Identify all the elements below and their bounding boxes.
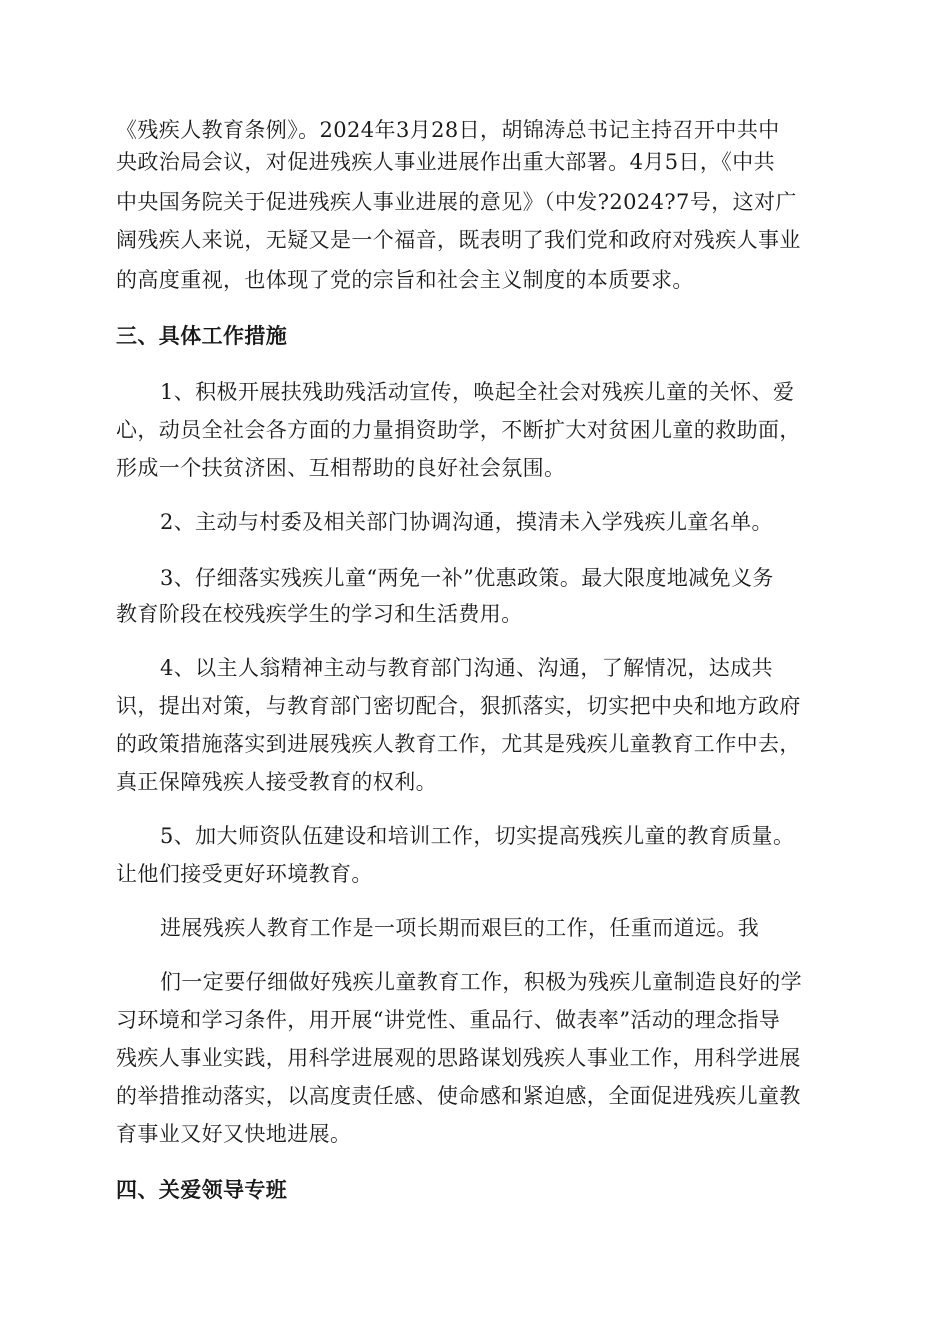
- paragraph-line: 《残疾人教育条例》。2024年3月28日，胡锦涛总书记主持召开中共中: [116, 118, 780, 142]
- paragraph-line: 的高度重视，也体现了党的宗旨和社会主义制度的本质要求。: [116, 268, 694, 292]
- section-heading: 三、具体工作措施: [116, 323, 288, 348]
- paragraph-line: 进展残疾人教育工作是一项长期而艰巨的工作，任重而道远。我: [160, 916, 760, 940]
- paragraph-line: 阔残疾人来说，无疑又是一个福音，既表明了我们党和政府对残疾人事业: [116, 228, 801, 252]
- paragraph-line: 让他们接受更好环境教育。: [116, 862, 373, 886]
- paragraph-line: 教育阶段在校残疾学生的学习和生活费用。: [116, 602, 523, 626]
- paragraph-line: 央政治局会议，对促进残疾人事业进展作出重大部署。4月5日，《中共: [116, 150, 776, 174]
- paragraph-line: 们一定要仔细做好残疾儿童教育工作，积极为残疾儿童制造良好的学: [160, 970, 802, 994]
- paragraph-line: 的政策措施落实到进展残疾人教育工作，尤其是残疾儿童教育工作中去，: [116, 732, 801, 756]
- paragraph-line: 5、加大师资队伍建设和培训工作，切实提高残疾儿童的教育质量。: [160, 824, 795, 848]
- section-heading: 四、关爱领导专班: [116, 1177, 288, 1202]
- paragraph-line: 育事业又好又快地进展。: [116, 1122, 352, 1146]
- paragraph-line: 的举措推动落实，以高度责任感、使命感和紧迫感，全面促进残疾儿童教: [116, 1084, 801, 1108]
- paragraph-line: 真正保障残疾人接受教育的权利。: [116, 770, 437, 794]
- paragraph-line: 形成一个扶贫济困、互相帮助的良好社会氛围。: [116, 456, 566, 480]
- paragraph-line: 残疾人事业实践，用科学进展观的思路谋划残疾人事业工作，用科学进展: [116, 1046, 801, 1070]
- paragraph-line: 3、仔细落实残疾儿童“两免一补”优惠政策。最大限度地减免义务: [160, 566, 774, 590]
- paragraph-line: 识，提出对策，与教育部门密切配合，狠抓落实，切实把中央和地方政府: [116, 694, 801, 718]
- paragraph-line: 4、以主人翁精神主动与教育部门沟通、沟通，了解情况，达成共: [160, 656, 773, 680]
- paragraph-line: 心，动员全社会各方面的力量捐资助学，不断扩大对贫困儿童的救助面，: [116, 418, 801, 442]
- paragraph-line: 1、积极开展扶残助残活动宣传，唤起全社会对残疾儿童的关怀、爱: [160, 380, 795, 404]
- paragraph-line: 中央国务院关于促进残疾人事业进展的意见》（中发?2024?7号，这对广: [116, 190, 797, 214]
- paragraph-line: 习环境和学习条件，用开展“讲党性、重品行、做表率”活动的理念指导: [116, 1008, 781, 1032]
- paragraph-line: 2、主动与村委及相关部门协调沟通，摸清未入学残疾儿童名单。: [160, 510, 773, 534]
